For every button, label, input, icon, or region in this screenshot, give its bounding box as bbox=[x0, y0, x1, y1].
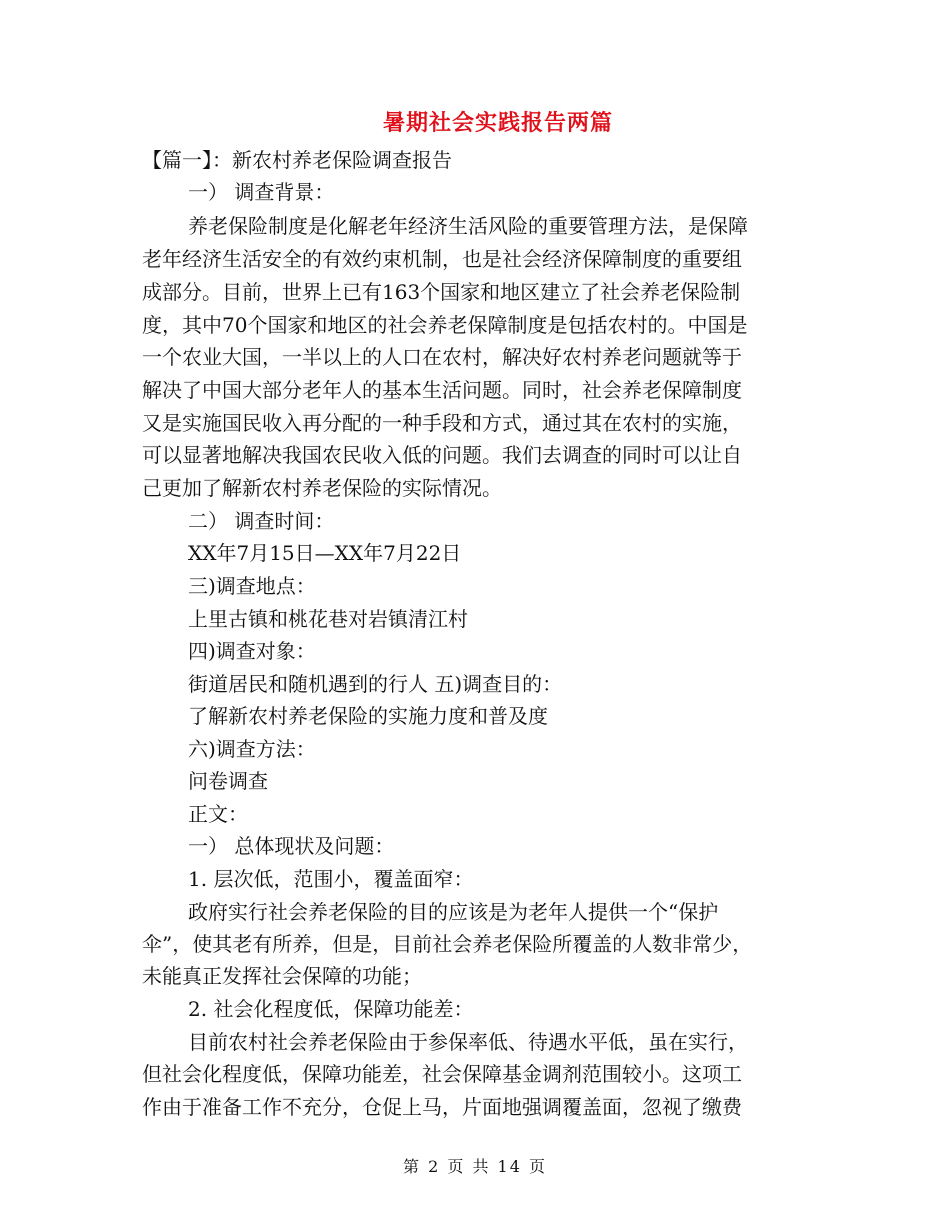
paragraph-line: 己更加了解新农村养老保险的实际情况。 bbox=[142, 476, 502, 500]
paragraph-line: 老年经济生活安全的有效约束机制，也是社会经济保障制度的重要组 bbox=[142, 247, 742, 271]
paragraph-line: 成部分。目前，世界上已有163个国家和地区建立了社会养老保险制 bbox=[142, 280, 741, 304]
document-title: 暑期社会实践报告两篇 bbox=[382, 110, 613, 136]
detail-line: 问卷调查 bbox=[188, 769, 268, 793]
paragraph-line: 又是实施国民收入再分配的一种手段和方式，通过其在农村的实施， bbox=[142, 411, 742, 435]
subheading: 二） 调查时间： bbox=[188, 509, 335, 533]
subheading: 2. 社会化程度低，保障功能差： bbox=[188, 997, 474, 1021]
detail-line: 街道居民和随机遇到的行人 五)调查目的： bbox=[188, 672, 563, 696]
subheading: 六)调查方法： bbox=[188, 737, 316, 761]
subheading: 三)调查地点： bbox=[188, 574, 316, 598]
detail-line: 了解新农村养老保险的实施力度和普及度 bbox=[188, 704, 548, 728]
paragraph-line: 一个农业大国，一半以上的人口在农村，解决好农村养老问题就等于 bbox=[142, 345, 742, 369]
subheading: 一） 总体现状及问题： bbox=[188, 834, 395, 858]
subheading: 1. 层次低，范围小，覆盖面窄： bbox=[188, 867, 474, 891]
paragraph-line: 但社会化程度低，保障功能差，社会保障基金调剂范围较小。这项工 bbox=[142, 1062, 742, 1086]
subheading: 一） 调查背景： bbox=[188, 180, 335, 204]
paragraph-line: 未能真正发挥社会保障的功能； bbox=[142, 964, 422, 988]
paragraph-line: 度，其中70个国家和地区的社会养老保障制度是包括农村的。中国是 bbox=[142, 313, 748, 337]
subheading: 正文： bbox=[188, 802, 248, 826]
paragraph-line: 作由于准备工作不充分，仓促上马，片面地强调覆盖面，忽视了缴费 bbox=[142, 1095, 742, 1119]
detail-line: 上里古镇和桃花巷对岩镇清江村 bbox=[188, 607, 468, 631]
paragraph-line: 政府实行社会养老保险的目的应该是为老年人提供一个“保护 bbox=[188, 900, 719, 924]
paragraph-line: 目前农村社会养老保险由于参保率低、待遇水平低，虽在实行， bbox=[188, 1030, 748, 1054]
paragraph-line: 养老保险制度是化解老年经济生活风险的重要管理方法，是保障 bbox=[188, 214, 748, 238]
detail-line: XX年7月15日—XX年7月22日 bbox=[188, 541, 462, 565]
subheading: 四)调查对象： bbox=[188, 639, 316, 663]
section-heading: 【篇一】：新农村养老保险调查报告 bbox=[142, 148, 452, 172]
paragraph-line: 伞”，使其老有所养，但是，目前社会养老保险所覆盖的人数非常少， bbox=[142, 932, 753, 956]
page-footer: 第 2 页 共 14 页 bbox=[403, 1157, 547, 1176]
paragraph-line: 解决了中国大部分老年人的基本生活问题。同时，社会养老保障制度 bbox=[142, 378, 742, 402]
paragraph-line: 可以显著地解决我国农民收入低的问题。我们去调查的同时可以让自 bbox=[142, 443, 742, 467]
